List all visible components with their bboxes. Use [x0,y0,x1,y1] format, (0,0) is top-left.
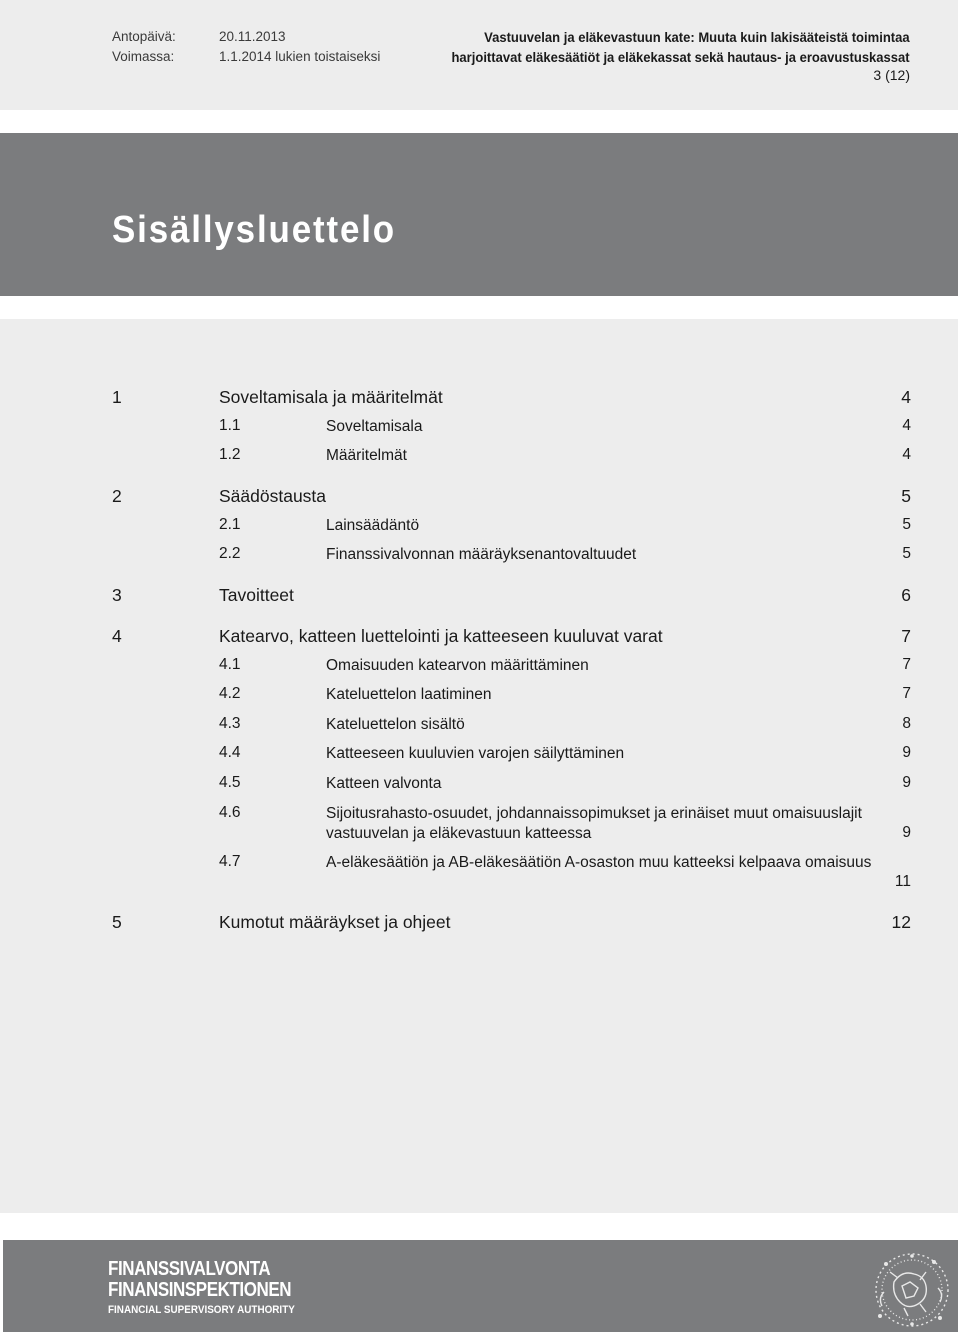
toc-entry-number: 2 [112,486,122,506]
toc-entry-number: 4.5 [219,774,241,791]
toc-entry-number: 4.3 [219,715,241,732]
toc-entry-number: 5 [112,912,122,932]
toc-entry-title: Omaisuuden katearvon määrittäminen [326,657,589,674]
page-header [0,0,958,110]
toc-entry-page: 5 [901,486,911,506]
toc-entry-number: 1.1 [219,417,241,434]
page-number: 3 (12) [873,67,910,83]
toc-entry-page: 4 [902,417,911,434]
toc-entry-title: Katearvo, katteen luettelointi ja katteeseen kuuluvat varat [219,626,663,646]
toc-entry-page: 7 [902,656,911,673]
toc-entry-title: A-eläkesäätiön ja AB-eläkesäätiön A-osaston muu katteeksi kelpaava omaisuus [326,854,872,871]
toc-entry-title: Tavoitteet [219,585,294,605]
toc-entry-title: Katteeseen kuuluvien varojen säilyttäminen [326,745,625,762]
page-title: Sisällysluettelo [112,209,396,251]
toc-entry-page: 4 [902,446,911,463]
toc-entry-page: 9 [902,744,911,761]
toc-panel [0,319,958,1213]
toc-entry-number: 4.7 [219,853,241,870]
toc-entry-number: 4.1 [219,656,241,673]
toc-entry-title: Säädöstausta [219,486,327,506]
page-footer [3,1240,958,1332]
toc-entry-number: 4 [112,626,122,646]
toc-entry-number: 4.4 [219,744,241,761]
document-title-line1: Vastuuvelan ja eläkevastuun kate: Muuta kuin lakisääteistä toimintaa [484,29,910,45]
toc-entry-number: 2.2 [219,545,241,562]
toc-entry-page: 8 [902,715,911,732]
valid-value: 1.1.2014 lukien toistaiseksi [219,49,381,64]
toc-entry-title: Katteen valvonta [326,775,442,792]
toc-entry-number: 1.2 [219,446,241,463]
logo-line1: FINANSSIVALVONTA [108,1258,271,1280]
valid-label: Voimassa: [112,49,175,64]
toc-entry-page: 6 [901,585,911,605]
toc-entry-number: 3 [112,585,122,605]
toc-entry-title: Kumotut määräykset ja ohjeet [219,912,451,932]
toc-entry-page: 11 [894,873,911,890]
toc-entry-page: 9 [902,824,911,841]
issued-date: 20.11.2013 [219,29,286,44]
fiva-logo [108,1259,323,1317]
toc-entry-title: Sijoitusrahasto-osuudet, johdannaissopimukset ja erinäiset muut omaisuuslajit vastuuvelan ja eläkevastuun katteessa [326,805,862,842]
toc-entry-title: Lainsäädäntö [326,517,420,534]
toc-entry-number: 1 [112,387,122,407]
toc-entry-page: 5 [902,545,911,562]
lion-coat-of-arms-icon [864,1242,950,1330]
document-title [452,27,910,67]
toc-entry-title: Kateluettelon sisältö [326,716,465,733]
toc-entry-number: 2.1 [219,516,241,533]
toc-entry-page: 4 [901,387,911,407]
toc-entry-title: Kateluettelon laatiminen [326,686,492,703]
toc-entry-page: 12 [891,912,911,932]
toc-entry-number: 4.2 [219,685,241,702]
toc-entry-page: 5 [902,516,911,533]
issued-label: Antopäivä: [112,29,176,44]
document-title-line2: harjoittavat eläkesäätiöt ja eläkekassat sekä hautaus- ja eroavustuskassat [451,49,910,65]
toc-entry-page: 7 [901,626,911,646]
toc-entry-title: Finanssivalvonnan määräyksenantovaltuudet [326,546,637,563]
document-meta [112,27,380,67]
toc-entry-number: 4.6 [219,804,241,821]
toc-entry-page: 9 [902,774,911,791]
title-band [0,133,958,296]
logo-line3: FINANCIAL SUPERVISORY AUTHORITY [108,1304,295,1316]
toc-entry-title: Soveltamisala [326,418,423,435]
toc-entry-title: Määritelmät [326,447,407,464]
toc-entry-page: 7 [902,685,911,702]
toc-entry-title: Soveltamisala ja määritelmät [219,387,443,407]
logo-line2: FINANSINSPEKTIONEN [108,1279,292,1301]
